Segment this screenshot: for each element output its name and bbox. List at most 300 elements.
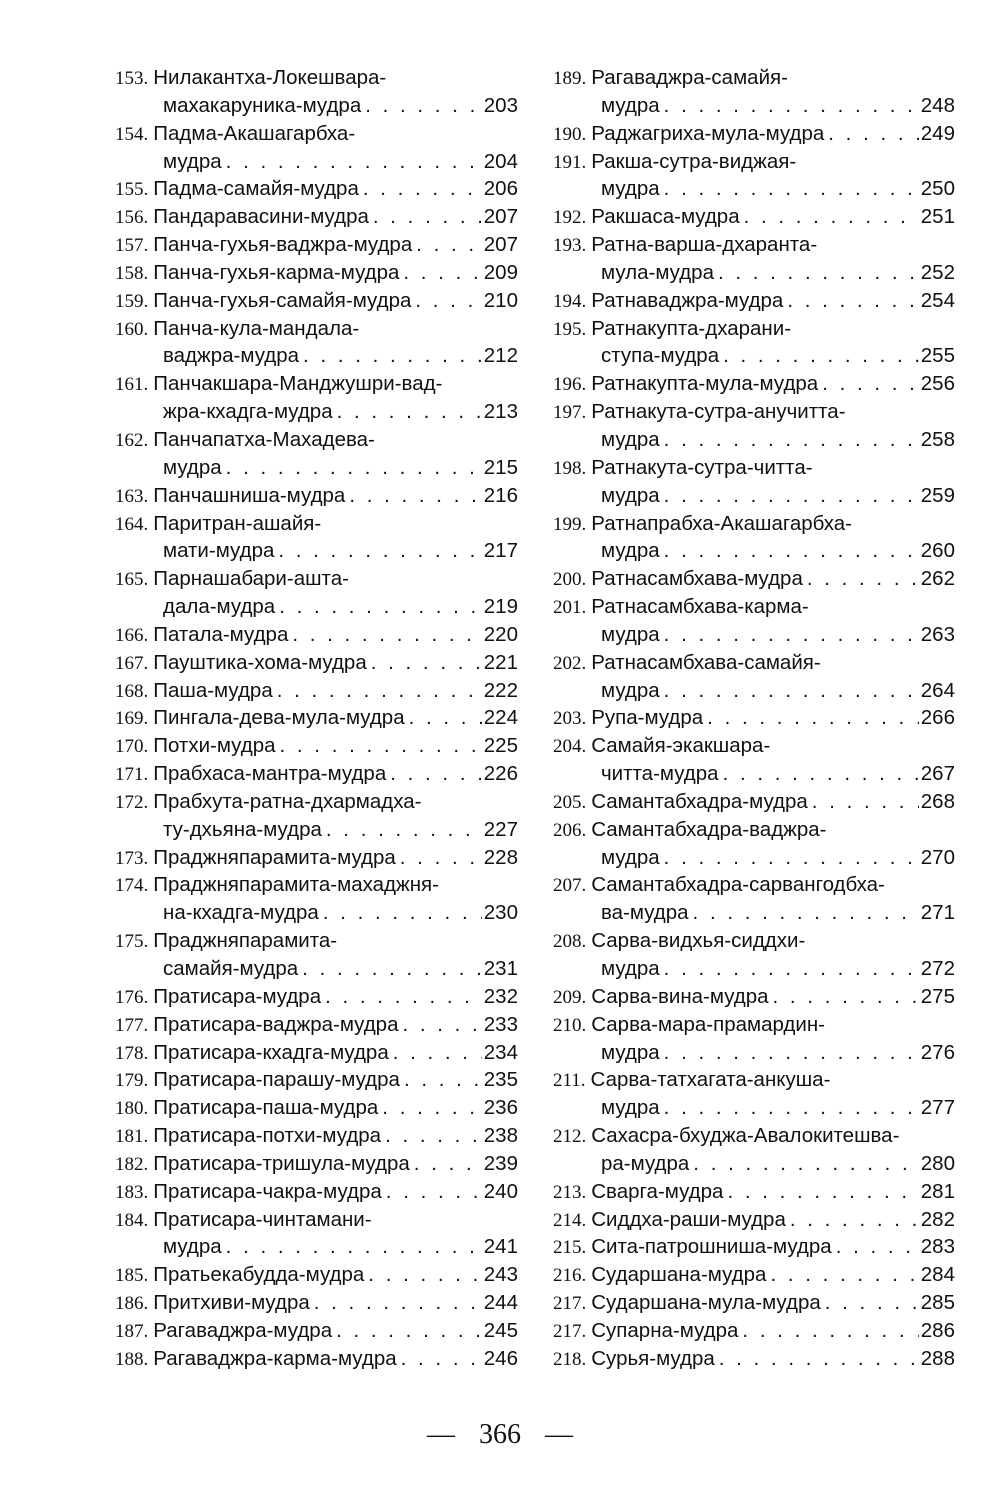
entry-title: Падма-самайя-мудра xyxy=(153,177,359,201)
entry-title: Пратисара-мудра xyxy=(153,984,322,1008)
entry-line xyxy=(553,426,955,454)
entry-line xyxy=(553,231,955,259)
entry-line xyxy=(115,1122,518,1150)
entry-title: Самайя-экакшара- xyxy=(591,734,771,758)
entry-line xyxy=(115,1094,518,1122)
entry-number: 192. xyxy=(553,207,587,229)
entry-title: Сарва-вина-мудра xyxy=(591,984,769,1008)
entry-title: Сиддха-раши-мудра xyxy=(591,1207,786,1231)
entry-number: 173. xyxy=(115,847,149,869)
dot-leader xyxy=(325,983,482,1011)
entry-title: Панча-гухья-самайя-мудра xyxy=(153,288,412,312)
entry-page-number: 259 xyxy=(920,483,955,507)
entry-title: Рупа-мудра xyxy=(591,706,704,730)
entry-title: Пратисара-тришула-мудра xyxy=(153,1151,410,1175)
entry-number: 155. xyxy=(115,179,149,201)
entry-page-number: 266 xyxy=(920,706,955,730)
entry-page-number: 248 xyxy=(920,93,955,117)
dot-leader xyxy=(400,844,482,872)
entry-title: Праджняпарамита-махаджня- xyxy=(153,873,439,897)
entry-title: Ратнакута-сутра-анучитта- xyxy=(591,400,846,424)
dot-leader xyxy=(807,565,919,593)
dot-leader xyxy=(664,844,919,872)
dot-leader xyxy=(349,482,481,510)
entry-page-number: 232 xyxy=(483,984,518,1008)
dot-leader xyxy=(773,983,919,1011)
dot-leader xyxy=(385,1122,482,1150)
entry-number: 166. xyxy=(115,624,149,646)
dot-leader xyxy=(723,342,919,370)
entry-page-number: 262 xyxy=(920,567,955,591)
entry-page-number: 246 xyxy=(483,1346,518,1370)
entry-line xyxy=(115,593,518,621)
dot-leader xyxy=(727,1178,918,1206)
entry-line xyxy=(553,482,955,510)
dot-leader xyxy=(664,677,919,705)
entry-page-number: 213 xyxy=(483,400,518,424)
entry-line xyxy=(115,537,518,565)
entry-line xyxy=(553,92,955,120)
entry-line xyxy=(553,370,955,398)
dot-leader xyxy=(416,231,482,259)
entry-title: Праджняпарамита- xyxy=(153,929,338,953)
entry-number: 189. xyxy=(553,68,587,89)
dot-leader xyxy=(693,1150,918,1178)
entry-line xyxy=(115,315,518,343)
index-entry xyxy=(115,844,518,872)
entry-number: 199. xyxy=(553,513,587,535)
entry-line xyxy=(553,1094,955,1122)
entry-page-number: 282 xyxy=(920,1207,955,1231)
entry-page-number: 272 xyxy=(920,957,955,980)
index-entry xyxy=(115,426,518,482)
entry-title: Самантабхадра-мудра xyxy=(591,789,808,813)
dot-leader xyxy=(719,1345,919,1373)
dot-leader xyxy=(326,816,482,844)
entry-title: Самантабхадра-ваджра- xyxy=(591,817,827,841)
entry-line xyxy=(553,537,955,565)
entry-page-number: 249 xyxy=(920,121,955,145)
index-entry xyxy=(115,677,518,705)
entry-number: 175. xyxy=(115,931,149,953)
entry-line xyxy=(553,955,955,983)
entry-number: 169. xyxy=(115,708,149,730)
footer-dash-right: — xyxy=(545,1419,573,1450)
entry-line xyxy=(553,259,955,287)
index-entry xyxy=(553,1289,955,1317)
index-entry xyxy=(553,398,955,454)
entry-title: Ратнасамбхава-самайя- xyxy=(591,650,821,674)
index-entry xyxy=(115,621,518,649)
entry-title: мудра xyxy=(601,845,660,869)
entry-title: Прабхута-ратна-дхармадха- xyxy=(153,789,422,813)
index-entry xyxy=(115,64,518,120)
index-entry xyxy=(553,148,955,204)
entry-line xyxy=(553,621,955,649)
entry-number: 207. xyxy=(553,875,587,897)
entry-line xyxy=(553,315,955,343)
entry-page-number: 280 xyxy=(920,1151,955,1175)
entry-line xyxy=(553,1150,955,1178)
entry-title: Рагаваджра-мудра xyxy=(153,1318,333,1342)
entry-title: Сита-патрошниша-мудра xyxy=(591,1235,832,1259)
entry-line xyxy=(115,287,518,315)
dot-leader xyxy=(664,1039,919,1067)
dot-leader xyxy=(718,259,919,287)
entry-title: Пауштика-хома-мудра xyxy=(153,650,367,674)
entry-page-number: 252 xyxy=(920,260,955,284)
entry-line xyxy=(553,148,955,176)
index-entry xyxy=(553,1178,955,1206)
entry-title: Раджагриха-мула-мудра xyxy=(591,121,825,145)
index-entry xyxy=(115,370,518,426)
index-entry xyxy=(115,203,518,231)
dot-leader xyxy=(664,175,919,203)
dot-leader xyxy=(828,120,919,148)
index-entry xyxy=(553,203,955,231)
entry-line xyxy=(553,1345,955,1373)
entry-title: Паша-мудра xyxy=(153,678,273,702)
entry-title: на-кхадга-мудра xyxy=(163,901,319,925)
entry-title: Ратна-варша-дхаранта- xyxy=(591,233,818,257)
entry-line xyxy=(115,1261,518,1289)
entry-page-number: 206 xyxy=(483,177,518,201)
entry-number: 202. xyxy=(553,652,587,674)
entry-line xyxy=(553,342,955,370)
footer-dash-left: — xyxy=(427,1419,455,1450)
index-entry xyxy=(553,1261,955,1289)
dot-leader xyxy=(825,1289,919,1317)
index-entry xyxy=(115,871,518,927)
entry-title: Пратисара-парашу-мудра xyxy=(153,1068,400,1092)
dot-leader xyxy=(277,677,482,705)
entry-number: 168. xyxy=(115,680,149,702)
entry-page-number: 212 xyxy=(483,344,518,368)
entry-line xyxy=(553,565,955,593)
entry-page-number: 250 xyxy=(920,177,955,201)
entry-line xyxy=(553,1289,955,1317)
entry-title: Рагаваджра-самайя- xyxy=(591,66,788,89)
entry-title: Сарва-мара-прамардин- xyxy=(591,1012,825,1036)
entry-page-number: 286 xyxy=(920,1318,955,1342)
entry-page-number: 225 xyxy=(483,734,518,758)
entry-title: мудра xyxy=(601,539,660,563)
entry-page-number: 233 xyxy=(483,1012,518,1036)
entry-number: 213. xyxy=(553,1181,587,1203)
entry-number: 177. xyxy=(115,1014,149,1036)
entry-page-number: 209 xyxy=(483,260,518,284)
entry-title: Супарна-мудра xyxy=(591,1318,739,1342)
entry-title: ваджра-мудра xyxy=(163,344,300,368)
entry-line xyxy=(553,704,955,732)
entry-title: Сарва-татхагата-анкуша- xyxy=(590,1068,831,1092)
entry-title: мудра xyxy=(601,1040,660,1064)
entry-page-number: 204 xyxy=(483,149,518,173)
dot-leader xyxy=(373,203,482,231)
entry-page-number: 207 xyxy=(483,205,518,229)
entry-page-number: 228 xyxy=(483,845,518,869)
dot-leader xyxy=(664,1094,919,1122)
entry-title: жра-кхадга-мудра xyxy=(163,400,333,424)
entry-number: 212. xyxy=(553,1126,587,1148)
entry-page-number: 263 xyxy=(920,622,955,646)
entry-number: 217. xyxy=(553,1293,587,1315)
dot-leader xyxy=(393,1039,482,1067)
entry-number: 204. xyxy=(553,736,587,758)
entry-page-number: 244 xyxy=(483,1291,518,1315)
dot-leader xyxy=(292,621,481,649)
index-entry xyxy=(115,1094,518,1122)
dot-leader xyxy=(770,1261,918,1289)
entry-line xyxy=(115,1317,518,1345)
index-entry xyxy=(115,1150,518,1178)
entry-line xyxy=(115,1066,518,1094)
dot-leader xyxy=(790,1206,919,1234)
entry-page-number: 264 xyxy=(920,678,955,702)
entry-title: ступа-мудра xyxy=(601,344,720,368)
entry-number: 190. xyxy=(553,123,587,145)
index-entry xyxy=(115,231,518,259)
dot-leader xyxy=(303,342,482,370)
entry-line xyxy=(553,175,955,203)
entry-line xyxy=(553,788,955,816)
entry-page-number: 236 xyxy=(483,1096,518,1120)
index-entry xyxy=(553,1206,955,1234)
entry-title: мудра xyxy=(601,483,660,507)
dot-leader xyxy=(664,621,919,649)
dot-leader xyxy=(742,1317,918,1345)
index-entry xyxy=(553,649,955,705)
entry-title: мудра xyxy=(601,177,660,201)
entry-title: Ратнакупта-дхарани- xyxy=(591,316,792,340)
entry-number: 214. xyxy=(553,1209,587,1231)
entry-page-number: 276 xyxy=(920,1040,955,1064)
entry-line xyxy=(115,760,518,788)
entry-title: Пратьекабудда-мудра xyxy=(153,1263,365,1287)
index-entry xyxy=(553,1066,955,1122)
entry-title: Панча-гухья-ваджра-мудра xyxy=(153,233,413,257)
index-entry xyxy=(553,64,955,120)
index-entry xyxy=(115,1122,518,1150)
entry-line xyxy=(553,844,955,872)
index-entry xyxy=(115,1039,518,1067)
dot-leader xyxy=(368,1261,481,1289)
index-entry xyxy=(115,788,518,844)
entry-page-number: 267 xyxy=(920,762,955,786)
entry-line xyxy=(115,203,518,231)
entry-line xyxy=(553,64,955,92)
entry-page-number: 285 xyxy=(920,1291,955,1315)
entry-line xyxy=(553,649,955,677)
entry-page-number: 255 xyxy=(920,344,955,368)
entry-page-number: 235 xyxy=(483,1068,518,1092)
entry-title: мудра xyxy=(601,427,660,451)
entry-page-number: 210 xyxy=(483,288,518,312)
entry-title: читта-мудра xyxy=(601,762,719,786)
entry-title: Сарва-видхья-сиддхи- xyxy=(591,929,806,953)
dot-leader xyxy=(386,1178,482,1206)
entry-number: 171. xyxy=(115,764,149,786)
dot-leader xyxy=(226,148,482,176)
entry-title: Пингала-дева-мула-мудра xyxy=(153,706,405,730)
entry-line xyxy=(115,259,518,287)
index-column-left xyxy=(115,64,518,1373)
entry-page-number: 241 xyxy=(483,1235,518,1259)
dot-leader xyxy=(337,398,482,426)
index-entry xyxy=(553,871,955,927)
index-entry xyxy=(115,1066,518,1094)
entry-number: 180. xyxy=(115,1098,149,1120)
dot-leader xyxy=(314,1289,482,1317)
page-footer xyxy=(0,1417,1000,1453)
entry-number: 174. xyxy=(115,875,149,897)
entry-page-number: 230 xyxy=(483,901,518,925)
entry-title: ту-дхьяна-мудра xyxy=(163,817,322,841)
index-entry xyxy=(115,175,518,203)
entry-line xyxy=(115,621,518,649)
entry-page-number: 260 xyxy=(920,539,955,563)
entry-title: Пратисара-ваджра-мудра xyxy=(153,1012,399,1036)
entry-line xyxy=(553,593,955,621)
entry-line xyxy=(115,370,518,398)
dot-leader xyxy=(744,203,919,231)
dot-leader xyxy=(336,1317,482,1345)
entry-page-number: 234 xyxy=(483,1040,518,1064)
entry-number: 209. xyxy=(553,986,587,1008)
entry-line xyxy=(553,760,955,788)
entry-line xyxy=(115,120,518,148)
entry-number: 215. xyxy=(553,1237,587,1259)
entry-line xyxy=(115,1206,518,1234)
entry-line xyxy=(115,342,518,370)
entry-number: 181. xyxy=(115,1126,149,1148)
entry-number: 183. xyxy=(115,1181,149,1203)
entry-number: 179. xyxy=(115,1070,149,1092)
index-entry xyxy=(115,315,518,371)
index-entry xyxy=(553,510,955,566)
entry-title: Потхи-мудра xyxy=(153,734,276,758)
entry-line xyxy=(553,899,955,927)
entry-number: 176. xyxy=(115,986,149,1008)
entry-number: 156. xyxy=(115,207,149,229)
dot-leader xyxy=(390,760,482,788)
entry-page-number: 284 xyxy=(920,1263,955,1287)
entry-line xyxy=(115,1011,518,1039)
entry-number: 194. xyxy=(553,290,587,312)
entry-page-number: 226 xyxy=(483,762,518,786)
entry-title: Парнашабари-ашта- xyxy=(153,567,349,591)
entry-line xyxy=(115,677,518,705)
dot-leader xyxy=(723,760,919,788)
entry-line xyxy=(553,732,955,760)
index-entry xyxy=(553,732,955,788)
entry-title: Панчапатха-Махадева- xyxy=(153,427,375,451)
entry-number: 186. xyxy=(115,1293,149,1315)
entry-line xyxy=(115,510,518,538)
entry-title: мудра xyxy=(163,455,222,479)
index-entry xyxy=(115,704,518,732)
entry-number: 164. xyxy=(115,513,149,535)
entry-page-number: 222 xyxy=(483,678,518,702)
entry-title: мати-мудра xyxy=(163,539,275,563)
entry-number: 187. xyxy=(115,1320,149,1342)
entry-line xyxy=(553,1233,955,1261)
dot-leader xyxy=(664,92,919,120)
index-entry xyxy=(115,1011,518,1039)
entry-title: Праджняпарамита-мудра xyxy=(153,845,396,869)
entry-line xyxy=(553,816,955,844)
entry-line xyxy=(115,955,518,983)
entry-title: Патала-мудра xyxy=(153,622,289,646)
entry-line xyxy=(553,287,955,315)
entry-title: Притхиви-мудра xyxy=(153,1291,310,1315)
entry-line xyxy=(115,175,518,203)
entry-title: Панчакшара-Манджушри-вад- xyxy=(153,372,443,396)
index-entry xyxy=(553,816,955,872)
entry-page-number: 275 xyxy=(920,984,955,1008)
entry-line xyxy=(553,454,955,482)
index-entry xyxy=(115,120,518,176)
entry-title: мудра xyxy=(601,1096,660,1120)
index-entry xyxy=(553,231,955,287)
entry-title: махакаруника-мудра xyxy=(163,93,362,117)
index-entry xyxy=(115,1206,518,1262)
dot-leader xyxy=(226,454,482,482)
index-entry xyxy=(553,1011,955,1067)
page-number: 366 xyxy=(479,1419,521,1450)
entry-line xyxy=(553,203,955,231)
entry-line xyxy=(115,231,518,259)
index-entry xyxy=(553,1122,955,1178)
entry-title: Пратисара-паша-мудра xyxy=(153,1096,379,1120)
entry-page-number: 238 xyxy=(483,1124,518,1148)
entry-title: Панча-кула-мандала- xyxy=(153,316,360,340)
dot-leader xyxy=(693,899,919,927)
entry-number: 160. xyxy=(115,318,149,340)
entry-title: мудра xyxy=(163,1235,222,1259)
dot-leader xyxy=(371,649,482,677)
entry-title: Прабхаса-мантра-мудра xyxy=(153,762,387,786)
index-entry xyxy=(115,1261,518,1289)
entry-line xyxy=(115,1233,518,1261)
index-entry xyxy=(115,649,518,677)
entry-number: 198. xyxy=(553,457,587,479)
index-entry xyxy=(553,788,955,816)
entry-page-number: 240 xyxy=(483,1179,518,1203)
dot-leader xyxy=(812,788,919,816)
dot-leader xyxy=(414,1150,482,1178)
entry-page-number: 224 xyxy=(483,706,518,730)
entry-line xyxy=(553,120,955,148)
entry-line xyxy=(115,899,518,927)
entry-title: дала-мудра xyxy=(163,595,276,619)
dot-leader xyxy=(403,259,481,287)
entry-title: Пратисара-кхадга-мудра xyxy=(153,1040,389,1064)
entry-number: 208. xyxy=(553,931,587,953)
entry-line xyxy=(553,1261,955,1289)
dot-leader xyxy=(836,1233,919,1261)
dot-leader xyxy=(664,426,919,454)
entry-number: 167. xyxy=(115,652,149,674)
entry-line xyxy=(553,1011,955,1039)
entry-title: Пандаравасини-мудра xyxy=(153,205,369,229)
entry-number: 153. xyxy=(115,68,149,89)
dot-leader xyxy=(664,537,919,565)
dot-leader xyxy=(664,955,919,983)
dot-leader xyxy=(302,955,482,983)
entry-title: Паритран-ашайя- xyxy=(153,511,322,535)
entry-number: 195. xyxy=(553,318,587,340)
